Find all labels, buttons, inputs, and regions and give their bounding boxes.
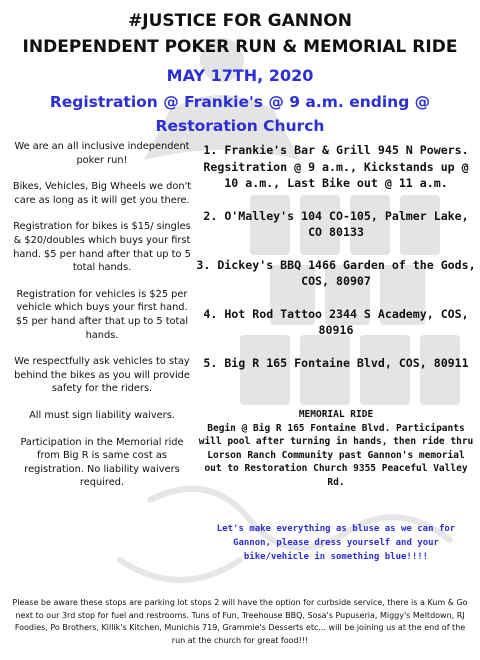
registration-info: Registration @ Frankie's @ 9 a.m. ending @ Restoration Church	[49, 93, 431, 135]
memorial-heading: MEMORIAL RIDE	[298, 409, 374, 420]
stop-item: 4. Hot Rod Tattoo 2344 S Academy, COS, 80916	[203, 306, 469, 337]
memorial-ride-section	[196, 408, 476, 489]
info-paragraph: Bikes, Vehicles, Big Wheels we don't care as long as it will get you there.	[12, 181, 192, 206]
info-paragraph: We are an all inclusive independent poker run!	[14, 141, 190, 166]
stop-item: 5. Big R 165 Fontaine Blvd, COS, 80911	[203, 355, 469, 370]
info-paragraph: We respectfully ask vehicles to stay behind the bikes as you will provide safety for the riders.	[14, 356, 190, 395]
info-paragraph: Registration for vehicles is $25 per vehicle which buys your first hand. $5 per hand after that up to 5 total hands.	[15, 288, 189, 341]
info-paragraph: Participation in the Memorial ride from Big R is same cost as registration. No liability waivers required.	[20, 436, 184, 489]
memorial-text: Begin @ Big R 165 Fontaine Blvd. Participants will pool after turning in hands, then ride thru Lorson Ranch Community past Gannon's memorial out to Restoration Church 9355 Peaceful Valley Rd.	[198, 422, 474, 488]
stops-list	[196, 142, 476, 387]
title-line-2: INDEPENDENT POKER RUN & MEMORIAL RIDE	[22, 37, 458, 57]
info-paragraph: Registration for bikes is $15/ singles & $20/doubles which buys your first hand. $5 per hand after that up to 5 total hands.	[13, 221, 191, 274]
footer-note: Please be aware these stops are parking lot stops 2 will have the option for curbside service, there is a Kum & Go next to our 3rd stop for fuel and restrooms. Tuns of Fun, Treehouse BBQ, Sosa's Pupuseria, Miggy's Meltdown, RJ Foodies, Po Brothers, Killik's Kitchen, Munichis 719, Grammie's Desserts etc... will be joining us at the end of the run at the church for great food!!!	[12, 598, 468, 645]
stop-item: 2. O'Malley's 104 CO-105, Palmer Lake, CO 80133	[203, 208, 469, 239]
event-date: MAY 17TH, 2020	[166, 66, 314, 85]
wear-blue-note: Let's make everything as bluse as we can for Gannon, please dress yourself and your bike/vehicle in something blue!!!!	[216, 524, 456, 562]
stop-item: 3. Dickey's BBQ 1466 Garden of the Gods, COS, 80907	[196, 257, 476, 288]
left-column-info	[12, 140, 192, 503]
info-paragraph: All must sign liability waivers.	[29, 409, 175, 421]
stop-item: 1. Frankie's Bar & Grill 945 N Powers. Regsitration @ 9 a.m., Kickstands up @ 10 a.m., Last Bike out @ 11 a.m.	[203, 143, 469, 190]
title-line-1: #JUSTICE FOR GANNON	[128, 11, 352, 31]
